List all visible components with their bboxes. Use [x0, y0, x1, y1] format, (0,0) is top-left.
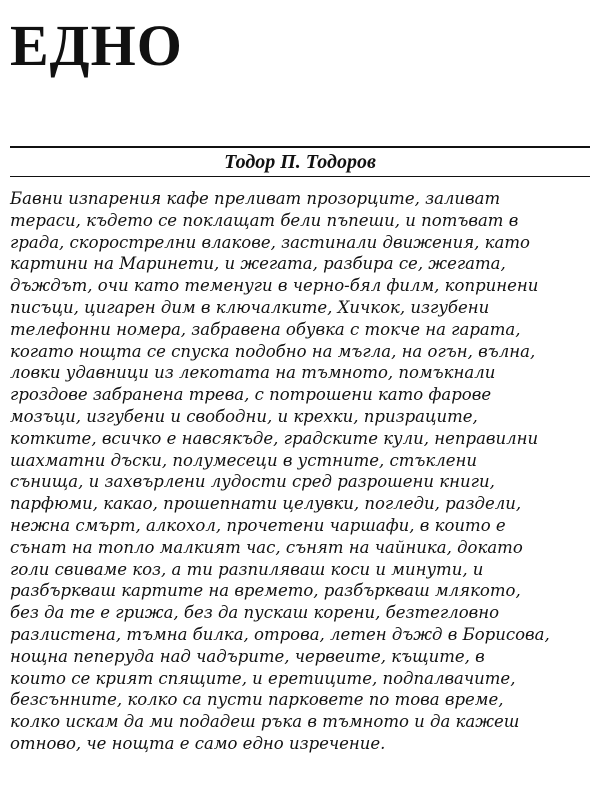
poem-line: телефонни номера, забравена обувка с токче на гарата,	[10, 319, 521, 339]
poem-line: голи свиваме коз, а ти разпиляваш коси и минути, и	[10, 559, 484, 579]
poem-line: сънат на топло малкият час, сънят на чайника, докато	[10, 537, 523, 557]
poem-line: гроздове забранена трева, с потрошени като фарове	[10, 385, 492, 405]
poem-line: нощна пеперуда над чадърите, червеите, къщите, в	[10, 646, 485, 666]
poem-line: тераси, където се поклащат бели пъпеши, и потъват в	[10, 210, 519, 230]
author-rule-bottom	[10, 176, 590, 177]
author-name: Тодор П. Тодоров	[224, 151, 376, 173]
poem-line: безсънните, колко са пусти парковете по това време,	[10, 690, 504, 710]
poem-line: мозъци, изгубени и свободни, и крехки, призраците,	[10, 406, 478, 426]
poem-line: разлистена, тъмна билка, отрова, летен дъжд в Борисова,	[10, 624, 550, 644]
poem-line: сънища, и захвърлени лудости сред разрошени книги,	[10, 472, 495, 492]
poem-line: Бавни изпарения кафе преливат прозорците, заливат	[10, 189, 501, 208]
poem-line: които се крият спящите, и еретиците, подпалвачите,	[10, 668, 516, 688]
poem-line: ловки удавници из лекотата на тъмното, помъкнали	[10, 363, 496, 383]
poem-body	[10, 188, 590, 755]
poem-title: ЕДНО	[10, 13, 183, 78]
poem-line: картини на Маринети, и жегата, разбира се, жегата,	[10, 254, 506, 274]
poem-line: разбъркваш картите на времето, разбъркваш млякото,	[10, 581, 521, 601]
poem-line: парфюми, какао, прошепнати целувки, погледи, раздели,	[10, 494, 522, 514]
poem-line: когато нощта се спуска подобно на мъгла, на огън, вълна,	[10, 341, 536, 361]
poem-line: шахматни дъски, полумесеци в устните, стъклени	[10, 450, 478, 470]
poem-line: нежна смърт, алкохол, прочетени чаршафи, в които е	[10, 515, 506, 535]
poem-line: дъждът, очи като теменуги в черно-бял филм, копринени	[10, 276, 539, 296]
poem-line: града, скорострелни влакове, застинали движения, като	[10, 232, 530, 252]
poem-line: отново, че нощта е само едно изречение.	[10, 733, 386, 753]
poem-line: колко искам да ми подадеш ръка в тъмното и да кажеш	[10, 712, 520, 732]
poem-line: котките, всичко е навсякъде, градските кули, неправилни	[10, 428, 539, 448]
poem-line: писъци, цигарен дим в ключалките, Хичкок, изгубени	[10, 297, 490, 317]
poem-line: без да те е грижа, без да пускаш корени, безтегловно	[10, 603, 500, 623]
